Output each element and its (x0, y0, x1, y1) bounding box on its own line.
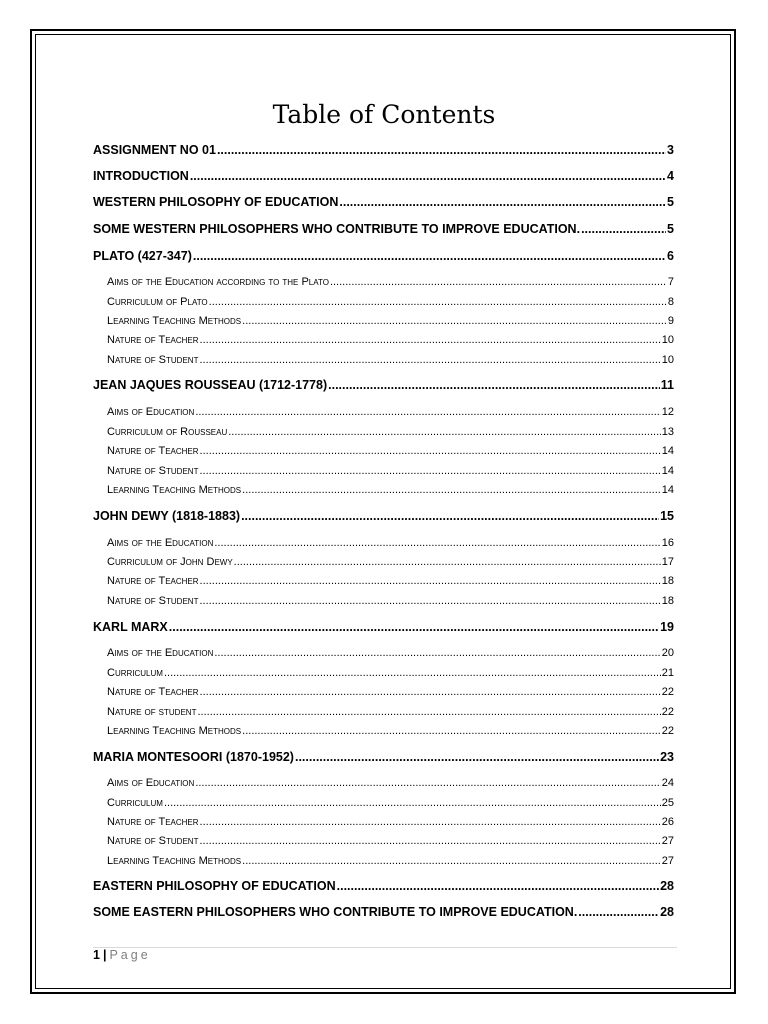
toc-entry-page: 10 (661, 354, 674, 366)
toc-entry[interactable] (107, 835, 674, 847)
toc-leader-dots (164, 797, 661, 809)
toc-entry-label: Nature of Teacher (107, 575, 199, 587)
toc-list (93, 0, 674, 1024)
toc-entry-label: Curriculum (107, 797, 163, 809)
toc-entry-page: 3 (667, 143, 674, 157)
toc-entry-label: Nature of student (107, 706, 197, 718)
toc-entry-page: 15 (660, 509, 674, 523)
toc-entry[interactable] (93, 249, 674, 263)
toc-entry-label: Learning Teaching Methods (107, 315, 242, 327)
toc-leader-dots (190, 169, 666, 183)
toc-leader-dots (339, 195, 666, 209)
toc-entry-page: 4 (667, 169, 674, 183)
toc-entry-label: JEAN JAQUES ROUSSEAU (1712-1778) (93, 378, 328, 392)
toc-entry-label: Nature of Student (107, 595, 199, 607)
toc-entry-page: 20 (661, 647, 674, 659)
toc-entry-label: INTRODUCTION (93, 169, 189, 183)
toc-entry[interactable] (107, 445, 674, 457)
toc-entry[interactable] (93, 509, 674, 523)
toc-entry[interactable] (107, 816, 674, 828)
toc-entry-page: 12 (661, 406, 674, 418)
toc-entry-label: WESTERN PHILOSOPHY OF EDUCATION (93, 195, 339, 209)
toc-entry-label: SOME EASTERN PHILOSOPHERS WHO CONTRIBUTE TO IMPROVE EDUCATION. (93, 905, 578, 919)
toc-leader-dots (199, 354, 660, 366)
toc-entry-page: 16 (661, 537, 674, 549)
toc-entry[interactable] (107, 484, 674, 496)
toc-entry-label: Aims of Education (107, 406, 195, 418)
toc-leader-dots (295, 750, 659, 764)
toc-entry-page: 26 (661, 816, 674, 828)
toc-leader-dots (199, 835, 660, 847)
toc-leader-dots (337, 879, 659, 893)
toc-entry-page: 27 (661, 855, 674, 867)
toc-entry-page: 28 (660, 905, 674, 919)
footer-separator: | (102, 948, 107, 962)
toc-entry[interactable] (107, 276, 674, 288)
toc-entry[interactable] (107, 667, 674, 679)
toc-entry-page: 22 (661, 686, 674, 698)
footer-page-word: Page (109, 948, 151, 962)
toc-entry-label: Nature of Student (107, 465, 199, 477)
toc-entry[interactable] (93, 378, 674, 392)
toc-entry[interactable] (107, 777, 674, 789)
toc-entry-page: 21 (661, 667, 674, 679)
toc-entry[interactable] (107, 406, 674, 418)
toc-entry-label: Curriculum of John Dewy (107, 556, 233, 568)
toc-leader-dots (214, 537, 660, 549)
toc-entry[interactable] (107, 725, 674, 737)
page-footer (93, 948, 151, 962)
toc-entry-label: Learning Teaching Methods (107, 725, 242, 737)
footer-page-number: 1 (93, 948, 100, 962)
toc-entry[interactable] (107, 706, 674, 718)
toc-entry-page: 11 (660, 378, 674, 392)
toc-entry[interactable] (107, 855, 674, 867)
toc-entry-page: 17 (661, 556, 674, 568)
toc-leader-dots (209, 296, 667, 308)
toc-entry-label: Nature of Teacher (107, 816, 199, 828)
toc-leader-dots (164, 667, 661, 679)
toc-leader-dots (242, 484, 661, 496)
toc-entry-page: 22 (661, 706, 674, 718)
toc-entry[interactable] (93, 169, 674, 183)
toc-leader-dots (200, 334, 661, 346)
toc-entry[interactable] (107, 647, 674, 659)
toc-leader-dots (214, 647, 660, 659)
toc-entry[interactable] (107, 315, 674, 327)
toc-entry-page: 25 (661, 797, 674, 809)
toc-entry[interactable] (93, 222, 674, 236)
toc-entry-page: 9 (667, 315, 674, 327)
toc-leader-dots (217, 143, 666, 157)
toc-entry-label: Nature of Teacher (107, 334, 199, 346)
toc-entry-page: 18 (661, 575, 674, 587)
toc-entry-label: Aims of the Education (107, 647, 214, 659)
toc-entry-label: Aims of Education (107, 777, 195, 789)
toc-leader-dots (200, 816, 661, 828)
toc-leader-dots (200, 686, 661, 698)
toc-entry-label: JOHN DEWY (1818-1883) (93, 509, 241, 523)
toc-leader-dots (242, 315, 667, 327)
toc-leader-dots (169, 620, 659, 634)
toc-entry[interactable] (107, 296, 674, 308)
toc-entry[interactable] (93, 905, 674, 919)
toc-entry-label: MARIA MONTESOORI (1870-1952) (93, 750, 294, 764)
toc-entry-label: SOME WESTERN PHILOSOPHERS WHO CONTRIBUTE TO IMPROVE EDUCATION. (93, 222, 581, 236)
toc-entry-page: 8 (667, 296, 674, 308)
toc-entry-label: Aims of the Education according to the Plato (107, 276, 329, 288)
toc-entry-page: 19 (660, 620, 674, 634)
toc-entry[interactable] (107, 354, 674, 366)
toc-entry-label: EASTERN PHILOSOPHY OF EDUCATION (93, 879, 336, 893)
toc-entry-label: KARL MARX (93, 620, 168, 634)
toc-entry[interactable] (93, 143, 674, 157)
toc-entry-page: 6 (667, 249, 674, 263)
toc-entry-label: Nature of Student (107, 835, 199, 847)
toc-entry-label: Nature of Student (107, 354, 199, 366)
toc-entry-page: 13 (661, 426, 674, 438)
toc-leader-dots (578, 905, 659, 919)
toc-entry[interactable] (107, 537, 674, 549)
toc-leader-dots (242, 855, 661, 867)
toc-entry-page: 10 (661, 334, 674, 346)
toc-entry-label: Curriculum of Rousseau (107, 426, 228, 438)
toc-entry-page: 27 (661, 835, 674, 847)
toc-entry-page: 24 (661, 777, 674, 789)
toc-entry-page: 23 (660, 750, 674, 764)
toc-entry[interactable] (107, 575, 674, 587)
toc-leader-dots (200, 575, 661, 587)
toc-entry-label: Nature of Teacher (107, 445, 199, 457)
toc-entry[interactable] (107, 797, 674, 809)
toc-entry[interactable] (93, 879, 674, 893)
toc-leader-dots (199, 595, 660, 607)
footer-rule (93, 947, 677, 948)
toc-leader-dots (193, 249, 666, 263)
toc-leader-dots (328, 378, 660, 392)
toc-entry[interactable] (93, 195, 674, 209)
toc-entry-page: 18 (661, 595, 674, 607)
toc-entry-label: Curriculum of Plato (107, 296, 208, 308)
toc-entry[interactable] (93, 750, 674, 764)
toc-leader-dots (241, 509, 659, 523)
toc-entry-label: Nature of Teacher (107, 686, 199, 698)
toc-leader-dots (242, 725, 661, 737)
toc-leader-dots (197, 706, 660, 718)
toc-leader-dots (330, 276, 667, 288)
toc-entry-label: Learning Teaching Methods (107, 855, 242, 867)
toc-entry[interactable] (107, 334, 674, 346)
toc-leader-dots (195, 406, 660, 418)
toc-entry-label: Aims of the Education (107, 537, 214, 549)
toc-leader-dots (228, 426, 661, 438)
toc-leader-dots (199, 465, 660, 477)
toc-entry-page: 14 (661, 465, 674, 477)
toc-entry[interactable] (107, 465, 674, 477)
toc-entry[interactable] (107, 595, 674, 607)
toc-leader-dots (581, 222, 666, 236)
toc-entry-page: 28 (660, 879, 674, 893)
toc-entry-page: 5 (667, 195, 674, 209)
toc-entry-label: PLATO (427-347) (93, 249, 192, 263)
toc-entry-label: Curriculum (107, 667, 163, 679)
toc-leader-dots (234, 556, 661, 568)
toc-entry[interactable] (107, 556, 674, 568)
toc-leader-dots (200, 445, 661, 457)
toc-title: Table of Contents (272, 100, 496, 129)
toc-entry-label: ASSIGNMENT NO 01 (93, 143, 216, 157)
toc-entry-label: Learning Teaching Methods (107, 484, 242, 496)
toc-entry[interactable] (107, 426, 674, 438)
toc-entry-page: 14 (661, 484, 674, 496)
toc-entry-page: 22 (661, 725, 674, 737)
toc-entry-page: 14 (661, 445, 674, 457)
toc-entry-page: 5 (667, 222, 674, 236)
toc-leader-dots (195, 777, 660, 789)
toc-entry-page: 7 (667, 276, 674, 288)
toc-entry[interactable] (107, 686, 674, 698)
toc-entry[interactable] (93, 620, 674, 634)
